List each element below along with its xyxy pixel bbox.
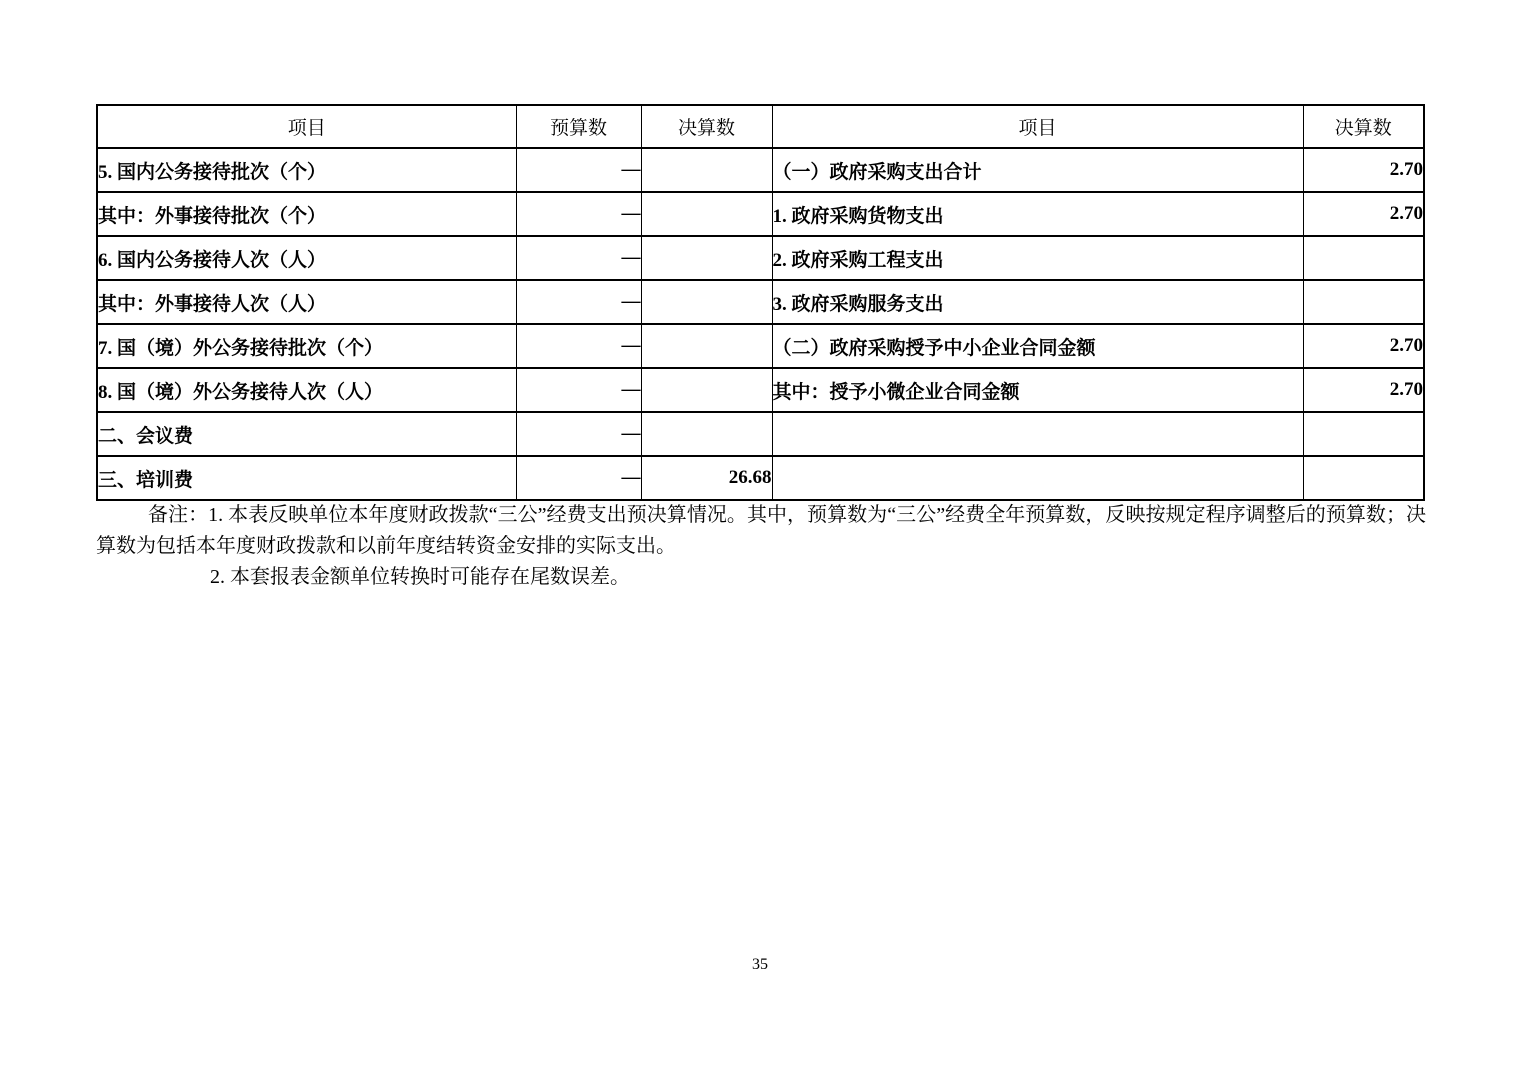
final-value-cell [641,236,772,280]
table-row [97,280,1424,324]
budget-value-cell: — [516,236,641,280]
item-cell-right: 3. 政府采购服务支出 [772,280,1303,324]
item-cell-right [772,412,1303,456]
item-cell-left: 7. 国（境）外公务接待批次（个） [97,324,516,368]
item-cell-right: 2. 政府采购工程支出 [772,236,1303,280]
final-value-cell [641,280,772,324]
final-value-cell: 26.68 [641,456,772,500]
budget-value-cell: — [516,412,641,456]
table-row [97,456,1424,500]
table-row [97,148,1424,192]
item-cell-left: 6. 国内公务接待人次（人） [97,236,516,280]
final-value-cell [1303,236,1424,280]
final-value-cell: 2.70 [1303,368,1424,412]
item-cell-right: （一）政府采购支出合计 [772,148,1303,192]
item-cell-left: 其中：外事接待人次（人） [97,280,516,324]
final-value-cell [1303,412,1424,456]
final-value-cell [641,368,772,412]
table-row [97,192,1424,236]
budget-value-cell: — [516,368,641,412]
table-row [97,368,1424,412]
final-value-cell [1303,280,1424,324]
budget-value-cell: — [516,280,641,324]
item-cell-right: 1. 政府采购货物支出 [772,192,1303,236]
page-number: 35 [752,956,768,973]
item-cell-left: 二、会议费 [97,412,516,456]
table-row [97,236,1424,280]
footnote-2: 2. 本套报表金额单位转换时可能存在尾数误差。 [210,566,630,588]
final-value-cell [641,148,772,192]
final-value-cell [641,192,772,236]
table-row [97,324,1424,368]
table-row [97,412,1424,456]
table-header-row [97,105,1424,148]
final-value-cell [1303,456,1424,500]
item-cell-left: 8. 国（境）外公务接待人次（人） [97,368,516,412]
column-header-final-left: 决算数 [641,105,772,148]
final-value-cell [641,324,772,368]
column-header-item-right: 项目 [772,105,1303,148]
budget-value-cell: — [516,192,641,236]
budget-value-cell: — [516,148,641,192]
budget-value-cell: — [516,456,641,500]
budget-value-cell: — [516,324,641,368]
item-cell-left: 其中：外事接待批次（个） [97,192,516,236]
item-cell-right [772,456,1303,500]
column-header-item-left: 项目 [97,105,516,148]
final-value-cell: 2.70 [1303,324,1424,368]
final-value-cell [641,412,772,456]
item-cell-left: 三、培训费 [97,456,516,500]
final-value-cell: 2.70 [1303,148,1424,192]
item-cell-right: 其中：授予小微企业合同金额 [772,368,1303,412]
final-value-cell: 2.70 [1303,192,1424,236]
item-cell-right: （二）政府采购授予中小企业合同金额 [772,324,1303,368]
column-header-final-right: 决算数 [1303,105,1424,148]
footnote-1: 备注：1. 本表反映单位本年度财政拨款“三公”经费支出预决算情况。其中，预算数为“三公”经费全年预算数，反映按规定程序调整后的预算数；决算数为包括本年度财政拨款和以前年度结转资金安排的实际支出。 [96,504,1426,557]
column-header-budget: 预算数 [516,105,641,148]
item-cell-left: 5. 国内公务接待批次（个） [97,148,516,192]
footnotes [96,500,1426,593]
three-public-expense-table [96,104,1425,501]
